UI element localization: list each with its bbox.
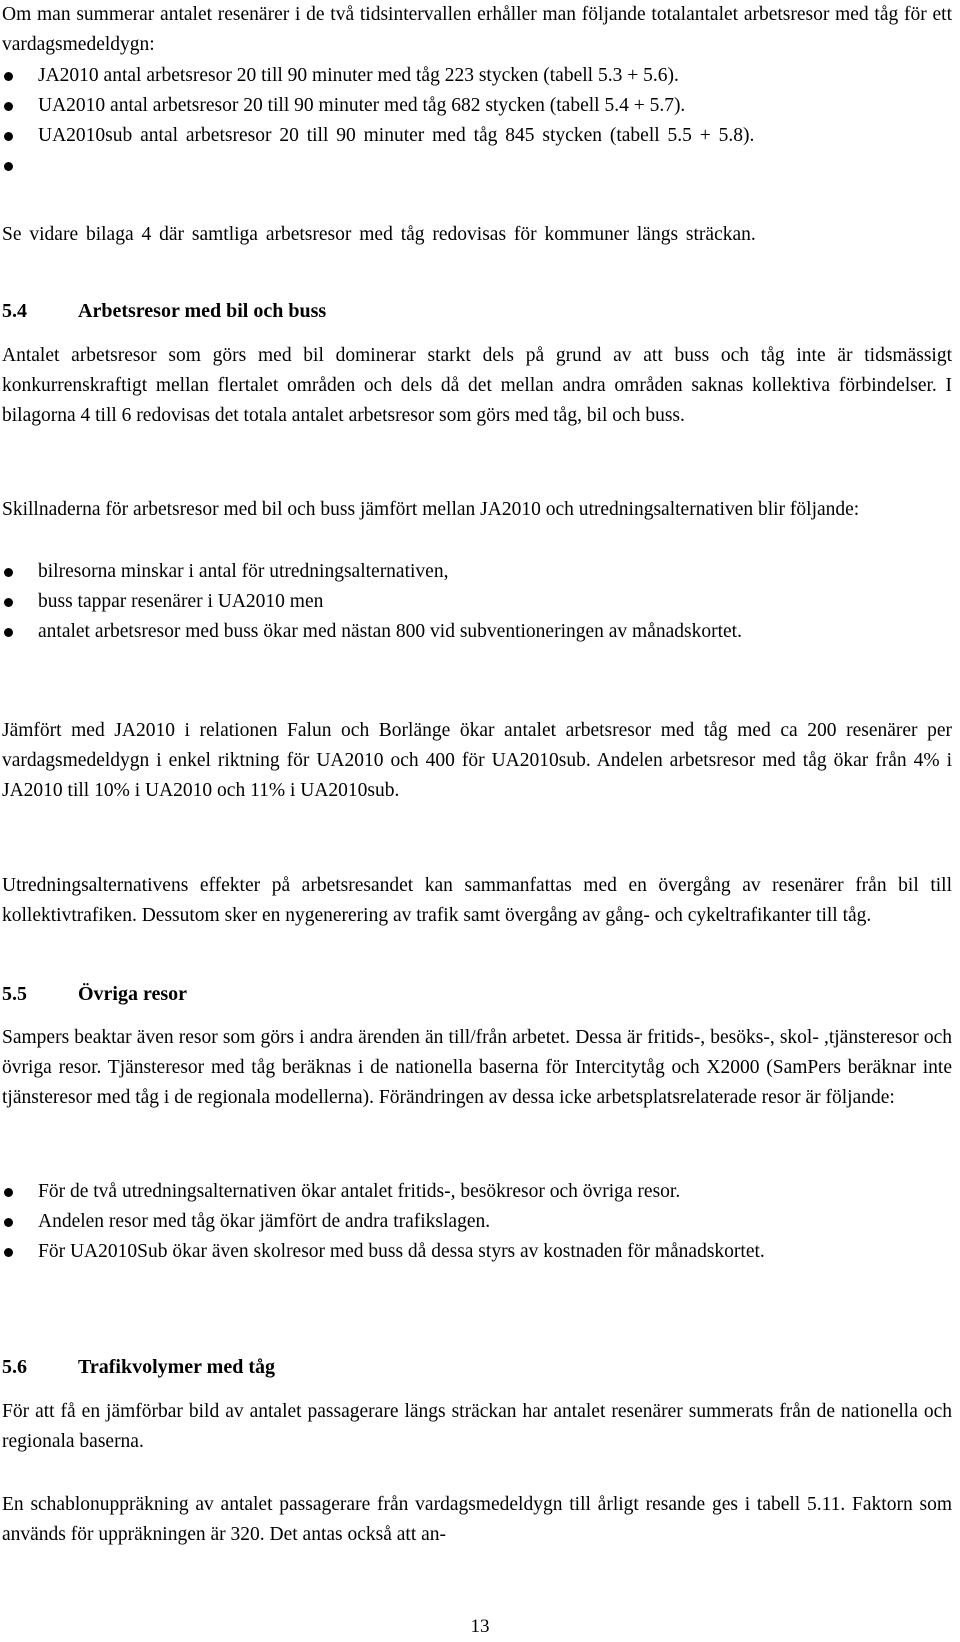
list-item: [0, 91, 952, 121]
section-number: 5.5: [2, 983, 27, 1005]
list-item: [0, 151, 952, 181]
list-item-text: JA2010 antal arbetsresor 20 till 90 minuter med tåg 223 stycken (tabell 5.3 + 5.6).: [38, 65, 679, 86]
other-trips-list: [0, 1177, 952, 1267]
list-item: [0, 587, 952, 617]
section-5-4-paragraph-4: Utredningsalternativens effekter på arbetsresandet kan sammanfattas med en övergång av resenärer från bil till kollektivtrafiken. Dessutom sker en nygenerering av trafik samt övergång av gång- och cykeltrafikanter till tåg.: [2, 875, 952, 926]
section-5-6-paragraph-2: En schablonuppräkning av antalet passagerare från vardagsmedeldygn till årligt resande ges i tabell 5.11. Faktorn som används för uppräkningen är 320. Det antas också att an-: [2, 1494, 952, 1545]
section-heading-5-5: [2, 979, 187, 1009]
section-heading-5-4: [2, 296, 326, 326]
bilaga-paragraph: Se vidare bilaga 4 där samtliga arbetsresor med tåg redovisas för kommuner längs sträckan.: [2, 224, 756, 245]
car-bus-differences-list: [0, 557, 952, 647]
section-5-4-paragraph-3: Jämfört med JA2010 i relationen Falun och Borlänge ökar antalet arbetsresor med tåg med ca 200 resenärer per vardagsmedeldygn i enkel riktning för UA2010 och 400 för UA2010sub. Andelen arbetsresor med tåg ökar från 4% i JA2010 till 10% i UA2010 och 11% i UA2010sub.: [2, 720, 952, 801]
list-item: [0, 61, 952, 91]
section-title: Övriga resor: [78, 983, 188, 1005]
list-item-text: UA2010 antal arbetsresor 20 till 90 minuter med tåg 682 stycken (tabell 5.4 + 5.7).: [38, 95, 686, 116]
section-title: Trafikvolymer med tåg: [78, 1356, 276, 1378]
list-item: [0, 1237, 952, 1267]
list-item-text: bilresorna minskar i antal för utredningsalternativen,: [38, 561, 449, 582]
list-item-text: För UA2010Sub ökar även skolresor med buss då dessa styrs av kostnaden för månadskortet.: [38, 1241, 765, 1262]
list-item: [0, 121, 952, 151]
section-5-5-paragraph-1: Sampers beaktar även resor som görs i andra ärenden än till/från arbetet. Dessa är fritids-, besöks-, skol- ,tjänsteresor och övriga resor. Tjänsteresor med tåg beräknas i de nationella baserna för Intercitytåg och X2000 (SamPers beräknar inte tjänsteresor med tåg i de regionala modellerna). Förändringen av dessa icke arbetsplatsrelaterade resor är följande:: [2, 1027, 952, 1108]
section-number: 5.6: [2, 1356, 27, 1378]
list-item-text: buss tappar resenärer i UA2010 men: [38, 591, 324, 612]
section-number: 5.4: [2, 300, 27, 322]
section-heading-5-6: [2, 1352, 275, 1382]
page-number: 13: [470, 1616, 490, 1637]
list-item-text: För de två utredningsalternativen ökar antalet fritids-, besökresor och övriga resor.: [38, 1181, 681, 1202]
section-title: Arbetsresor med bil och buss: [78, 300, 327, 322]
section-5-6-paragraph-1: För att få en jämförbar bild av antalet passagerare längs sträckan har antalet resenärer summerats från de nationella och regionala baserna.: [2, 1401, 952, 1452]
list-item: [0, 1207, 952, 1237]
list-item-text: [38, 155, 43, 176]
intro-paragraph: Om man summerar antalet resenärer i de två tidsintervallen erhåller man följande totalantalet arbetsresor med tåg för ett vardagsmedeldygn:: [2, 4, 952, 55]
list-item-text: Andelen resor med tåg ökar jämfört de andra trafikslagen.: [38, 1211, 491, 1232]
list-item: [0, 557, 952, 587]
list-item-text: antalet arbetsresor med buss ökar med nästan 800 vid subventioneringen av månadskortet.: [38, 621, 742, 642]
section-5-4-paragraph-1: Antalet arbetsresor som görs med bil dominerar starkt dels på grund av att buss och tåg inte är tidsmässigt konkurrenskraftigt mellan flertalet områden och dels då det mellan andra områden saknas kollektiva förbindelser. I bilagorna 4 till 6 redovisas det totala antalet arbetsresor som görs med tåg, bil och buss.: [2, 345, 952, 426]
list-item-text: UA2010sub antal arbetsresor 20 till 90 minuter med tåg 845 stycken (tabell 5.5 + 5.8).: [38, 125, 755, 146]
section-5-4-paragraph-2: Skillnaderna för arbetsresor med bil och buss jämfört mellan JA2010 och utredningsalternativen blir följande:: [2, 499, 860, 520]
list-item: [0, 617, 952, 647]
list-item: [0, 1177, 952, 1207]
train-trips-list: [0, 61, 952, 181]
